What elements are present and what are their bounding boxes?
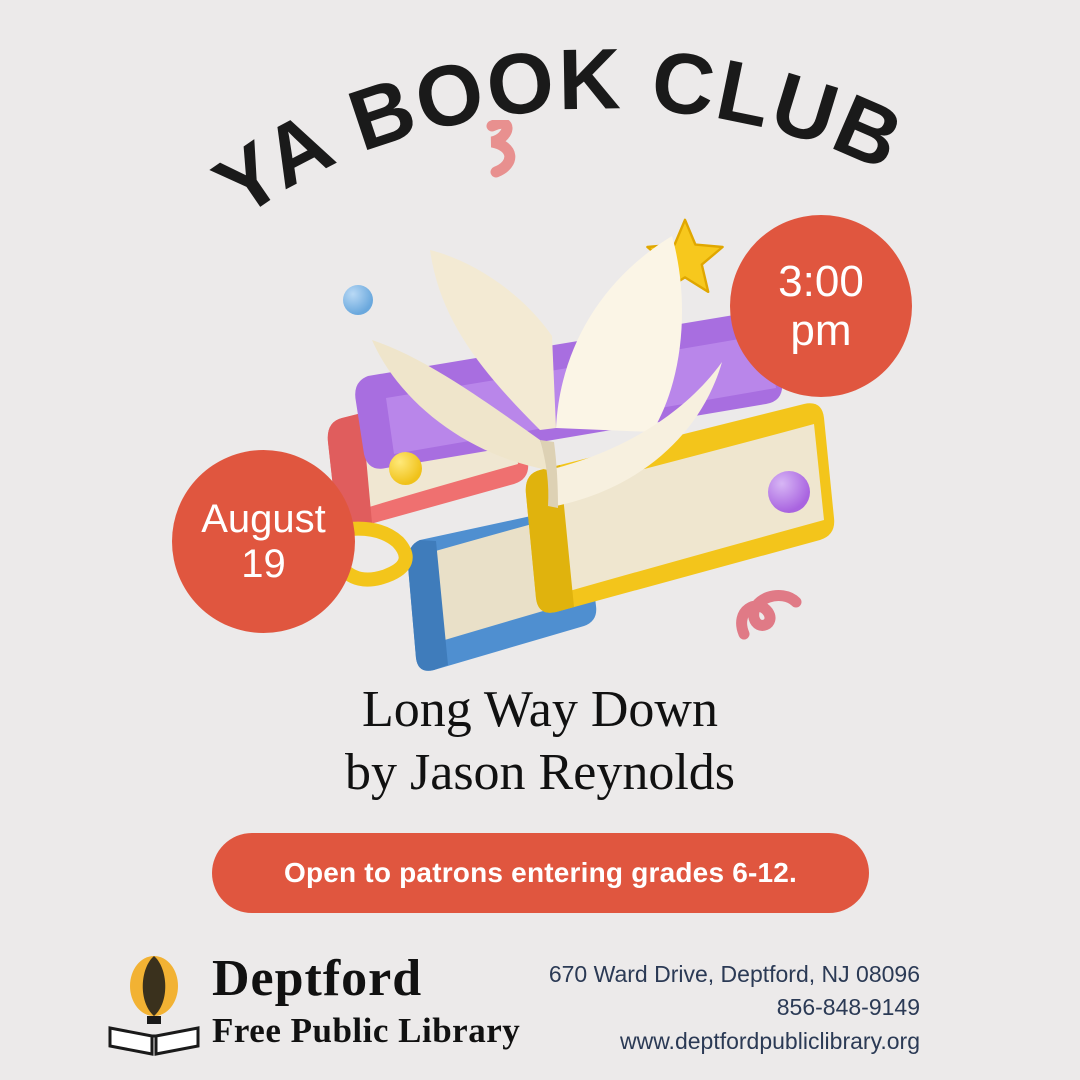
eligibility-banner [212,833,869,913]
stack-graphic [0,140,1080,680]
time-badge [730,215,912,397]
time-badge-line1: 3:00 [778,256,864,306]
book-title [0,678,1080,805]
library-name-line1: Deptford [212,950,423,1007]
contact-address: 670 Ward Drive, Deptford, NJ 08096 [548,961,920,987]
library-name-line2: Free Public Library [212,1011,521,1051]
hot-air-balloon-icon [104,950,204,1060]
time-badge-line2: pm [790,306,852,355]
dot-yellow-icon [389,452,422,485]
eligibility-text: Open to patrons entering grades 6-12. [283,857,798,888]
contact-website[interactable]: www.deptfordpubliclibrary.org [620,1027,920,1054]
dot-purple-icon [768,471,810,513]
page-title-text: YA BOOK CLUB [198,31,918,236]
date-badge-line1: August [201,496,326,541]
footer [0,940,1080,1080]
date-badge-line2: 19 [241,541,286,586]
contact-info [549,958,920,1058]
book-title-line1: Long Way Down [362,681,718,738]
book-title-line2: by Jason Reynolds [345,744,735,802]
date-badge [172,450,355,633]
contact-phone: 856-848-9149 [776,994,920,1021]
squiggle-icon-2 [730,580,810,650]
book-stack-illustration [0,140,1080,680]
